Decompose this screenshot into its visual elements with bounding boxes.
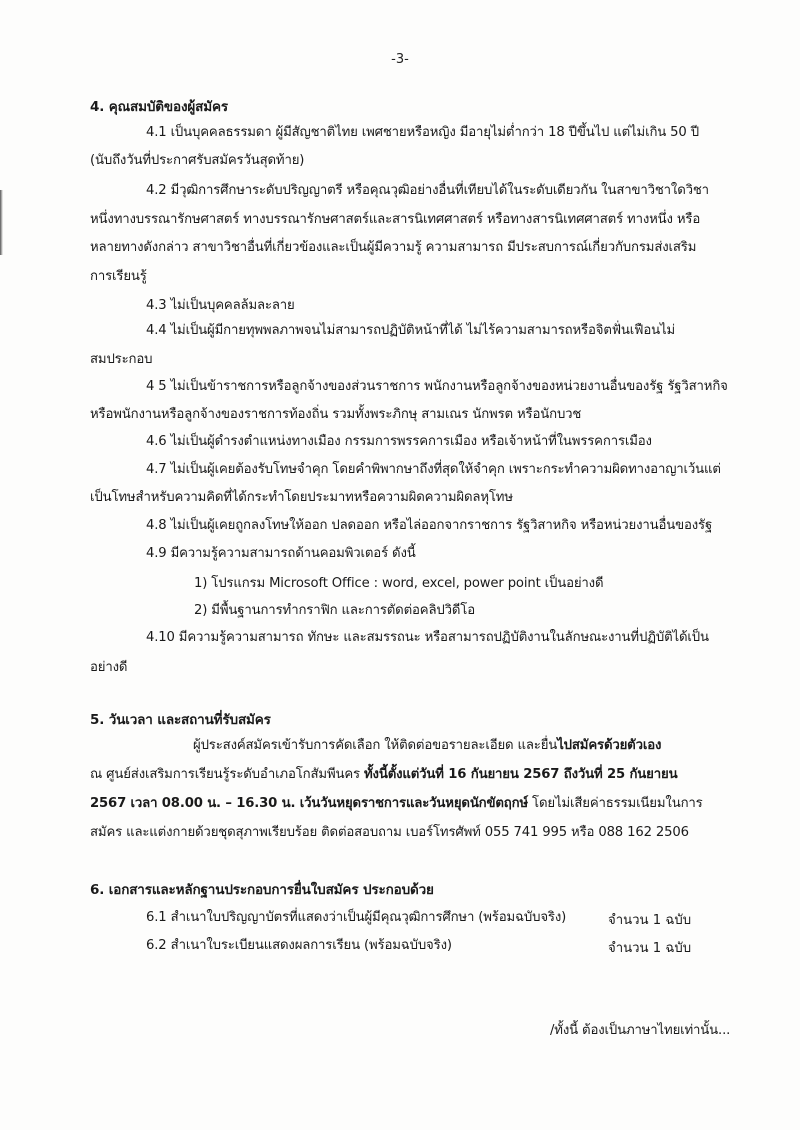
section4-line: 4.7 ไม่เป็นผู้เคยต้องรับโทษจำคุก โดยคำพิพากษาถึงที่สุดให้จำคุก เพราะกระทำความผิดทางอาญาเว้นแต่ <box>146 462 721 477</box>
section4-line: เป็นโทษสำหรับความคิดที่ได้กระทำโดยประมาทหรือความผิดความผิดลหุโทษ <box>90 490 513 505</box>
section4-line: 4.1 เป็นบุคคลธรรมดา ผู้มีสัญชาติไทย เพศชายหรือหญิง มีอายุไม่ต่ำกว่า 18 ปีขึ้นไป แต่ไม่เกิน 50 ปี <box>146 125 699 140</box>
section5-line: สมัคร และแต่งกายด้วยชุดสุภาพเรียบร้อย ติดต่อสอบถาม เบอร์โทรศัพท์ 055 741 995 หรือ 088 162 2506 <box>90 825 689 840</box>
section4-line: 4.6 ไม่เป็นผู้ดำรงตำแหน่งทางเมือง กรรมการพรรคการเมือง หรือเจ้าหน้าที่ในพรรคการเมือง <box>146 434 652 449</box>
section5-text: โดยไม่เสียค่าธรรมเนียมในการ <box>528 796 703 811</box>
section5-text: ณ ศูนย์ส่งเสริมการเรียนรู้ระดับอำเภอโกสัมพีนคร <box>90 767 365 782</box>
section5-bold-text: ทั้งนี้ตั้งแต่วันที่ 16 กันยายน 2567 ถึงวันที่ 25 กันยายน <box>364 767 678 782</box>
section6-heading: 6. เอกสารและหลักฐานประกอบการยื่นใบสมัคร ประกอบด้วย <box>90 882 434 898</box>
section6-item: 6.2 สำเนาใบระเบียนแสดงผลการเรียน (พร้อมฉบับจริง) <box>146 938 452 953</box>
section4-line: อย่างดี <box>90 660 128 675</box>
section4-line: 4.9 มีความรู้ความสามารถด้านคอมพิวเตอร์ ดังนี้ <box>146 546 416 561</box>
section5-heading: 5. วันเวลา และสถานที่รับสมัคร <box>90 712 271 728</box>
section4-subline: 1) โปรแกรม Microsoft Office : word, excel, power point เป็นอย่างดี <box>194 576 604 591</box>
section5-bold-text: ไปสมัครด้วยตัวเอง <box>557 738 662 753</box>
section4-heading: 4. คุณสมบัติของผู้สมัคร <box>90 99 228 115</box>
section4-line: 4.8 ไม่เป็นผู้เคยถูกลงโทษให้ออก ปลดออก หรือไล่ออกจากราชการ รัฐวิสาหกิจ หรือหน่วยงานอื่นของรัฐ <box>146 518 713 533</box>
section4-line: หนึ่งทางบรรณารักษศาสตร์ ทางบรรณารักษศาสตร์และสารนิเทศศาสตร์ หรือทางสารนิเทศศาสตร์ ทางหนึ่ง หรือ <box>90 212 701 227</box>
section6-item-amount: จำนวน 1 ฉบับ <box>608 913 692 928</box>
section5-text: ผู้ประสงค์สมัครเข้ารับการคัดเลือก ให้ติดต่อขอรายละเอียด และยื่น <box>193 738 558 753</box>
scan-edge-artifact <box>0 190 3 255</box>
section4-line: 4.2 มีวุฒิการศึกษาระดับปริญญาตรี หรือคุณวุฒิอย่างอื่นที่เทียบได้ในระดับเดียวกัน ในสาขาวิชาใดวิชา <box>146 183 709 198</box>
section6-item: 6.1 สำเนาใบปริญญาบัตรที่แสดงว่าเป็นผู้มีคุณวุฒิการศึกษา (พร้อมฉบับจริง) <box>146 910 567 925</box>
section5-line <box>90 766 677 784</box>
section5-line <box>193 737 661 755</box>
section5-bold-text: 2567 เวลา 08.00 น. – 16.30 น. เว้นวันหยุดราชการและวันหยุดนักขัตฤกษ์ <box>90 796 529 811</box>
continuation-note: /ทั้งนี้ ต้องเป็นภาษาไทยเท่านั้น... <box>550 1023 731 1038</box>
section4-line: 4 5 ไม่เป็นข้าราชการหรือลูกจ้างของส่วนราชการ พนักงานหรือลูกจ้างของหน่วยงานอื่นของรัฐ รัฐวิสาหกิจ <box>146 379 728 394</box>
section4-line: การเรียนรู้ <box>90 269 147 284</box>
section4-line: 4.4 ไม่เป็นผู้มีกายทุพพลภาพจนไม่สามารถปฏิบัติหน้าที่ได้ ไม่ไร้ความสามารถหรือจิตฟั่นเฟือนไม่ <box>146 323 675 338</box>
section4-line: 4.3 ไม่เป็นบุคคลล้มละลาย <box>146 298 295 313</box>
section4-line: 4.10 มีความรู้ความสามารถ ทักษะ และสมรรถนะ หรือสามารถปฏิบัติงานในลักษณะงานที่ปฏิบัติได้เป็น <box>146 630 709 645</box>
section6-item-amount: จำนวน 1 ฉบับ <box>608 941 692 956</box>
section4-line: หลายทางดังกล่าว สาขาวิชาอื่นที่เกี่ยวข้องและเป็นผู้มีความรู้ ความสามารถ มีประสบการณ์เกี่ยวกับกรมส่งเสริม <box>90 240 697 255</box>
section4-line: หรือพนักงานหรือลูกจ้างของราชการท้องถิ่น รวมทั้งพระภิกษุ สามเณร นักพรต หรือนักบวช <box>90 407 582 422</box>
section5-line <box>90 795 703 813</box>
section4-subline: 2) มีพื้นฐานการทำกราฟิก และการตัดต่อคลิปวิดีโอ <box>194 603 475 618</box>
section4-line: สมประกอบ <box>90 352 153 367</box>
section4-line: (นับถึงวันที่ประกาศรับสมัครวันสุดท้าย) <box>90 153 305 168</box>
page-number: -3- <box>391 52 409 67</box>
